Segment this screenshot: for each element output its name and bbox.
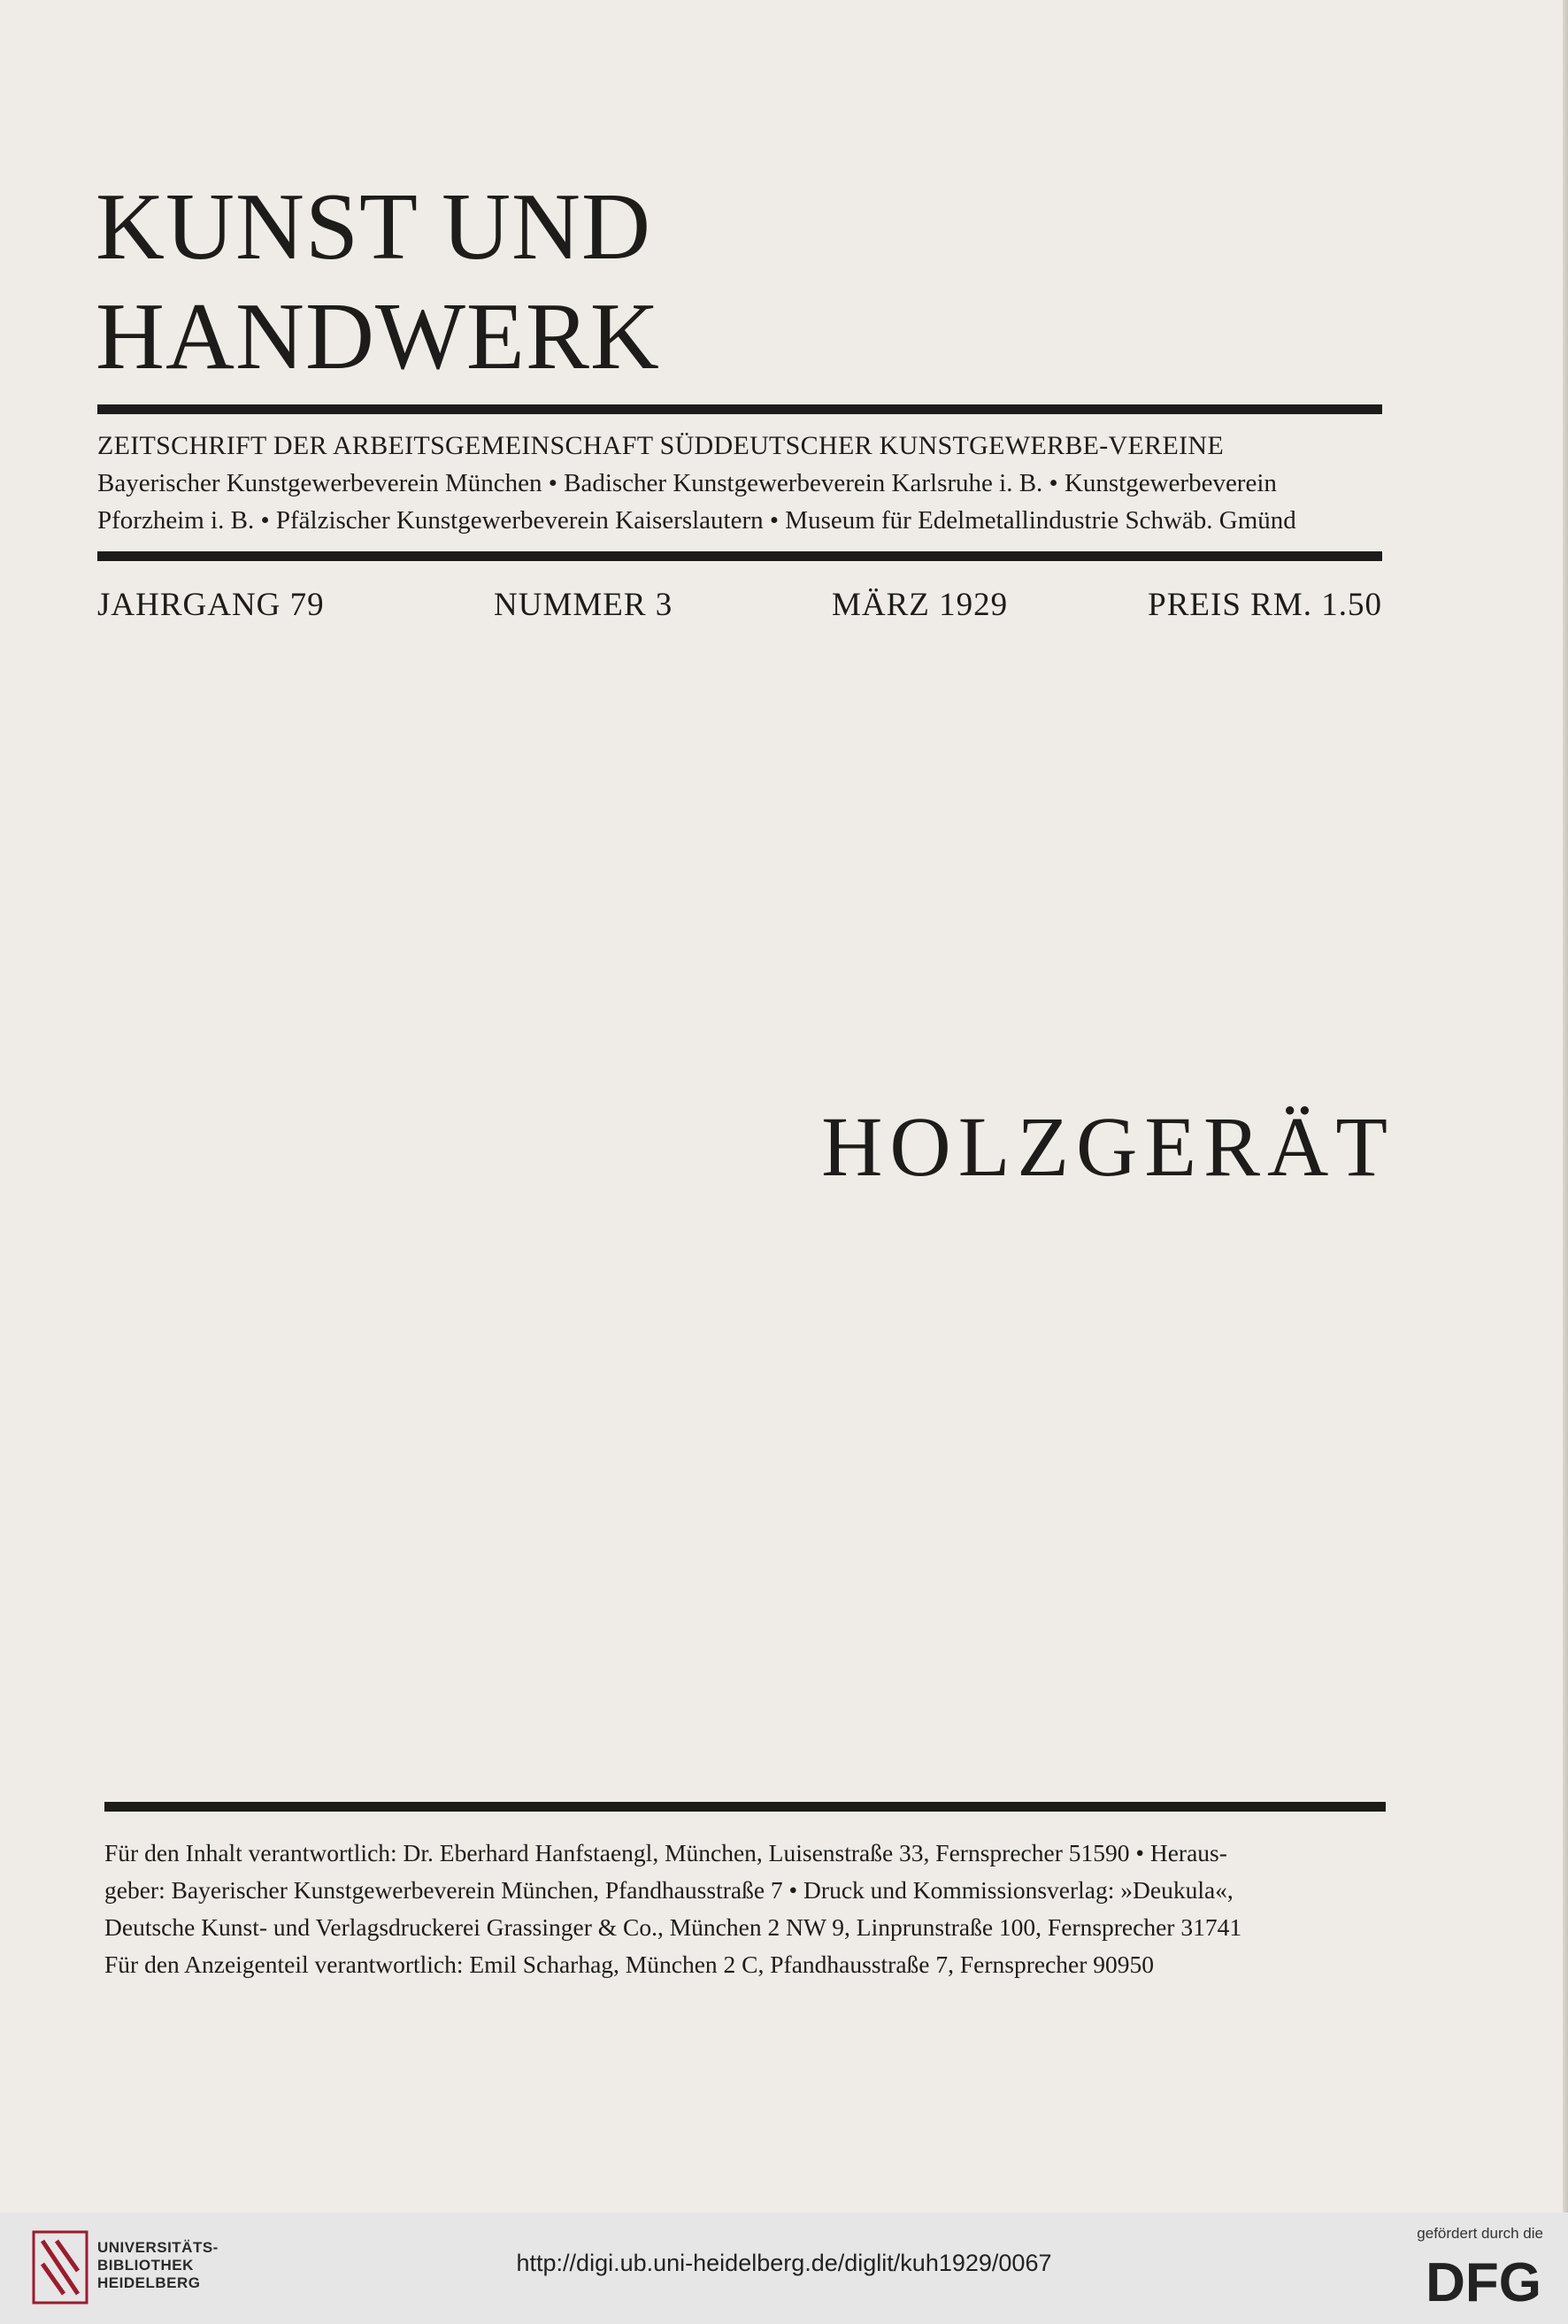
associations-line-2: Pforzheim i. B. • Pfälzischer Kunstgewerbeverein Kaiserslautern • Museum für Edelmetallindustrie Schwäb. Gmünd bbox=[97, 506, 1296, 535]
dfg-logo-text: DFG bbox=[1426, 2252, 1541, 2308]
imprint-line-2: geber: Bayerischer Kunstgewerbeverein München, Pfandhausstraße 7 • Druck und Kommissionsverlag: »Deukula«, bbox=[104, 1876, 1234, 1904]
middle-rule bbox=[97, 551, 1382, 561]
price-label: PREIS RM. 1.50 bbox=[1148, 587, 1382, 623]
title-line-1: KUNST UND bbox=[96, 174, 652, 280]
top-rule bbox=[97, 404, 1382, 414]
imprint-line-3: Deutsche Kunst- und Verlagsdruckerei Grassinger & Co., München 2 NW 9, Linprunstraße 100, Fernsprecher 31741 bbox=[104, 1913, 1242, 1941]
digital-library-footer bbox=[0, 2212, 1568, 2324]
library-name-line-2: BIBLIOTHEK bbox=[97, 2257, 194, 2274]
library-name-line-1: UNIVERSITÄTS- bbox=[97, 2239, 219, 2256]
library-name-line-3: HEIDELBERG bbox=[97, 2274, 201, 2291]
imprint-block bbox=[104, 1835, 1386, 1983]
volume-label: JAHRGANG 79 bbox=[97, 587, 325, 623]
imprint-line-4: Für den Anzeigenteil verantwortlich: Emil Scharhag, München 2 C, Pfandhausstraße 7, Fernsprecher 90950 bbox=[104, 1951, 1155, 1978]
dfg-logo-icon bbox=[1393, 2251, 1543, 2308]
issue-date-label: MÄRZ 1929 bbox=[832, 587, 1009, 623]
issue-theme-title: HOLZGERÄT bbox=[821, 1099, 1395, 1194]
permalink-url[interactable]: http://digi.ub.uni-heidelberg.de/diglit/kuh1929/0067 bbox=[516, 2250, 1052, 2276]
page-edge bbox=[1563, 0, 1568, 2212]
associations-line-1: Bayerischer Kunstgewerbeverein München • Badischer Kunstgewerbeverein Karlsruhe i. B. • Kunstgewerbeverein bbox=[97, 469, 1277, 497]
bottom-rule bbox=[104, 1802, 1386, 1812]
title-line-2: HANDWERK bbox=[96, 284, 660, 389]
issue-number-label: NUMMER 3 bbox=[494, 587, 673, 623]
imprint-line-1: Für den Inhalt verantwortlich: Dr. Eberhard Hanfstaengl, München, Luisenstraße 33, Fernsprecher 51590 • Heraus- bbox=[104, 1839, 1227, 1866]
magazine-title bbox=[96, 173, 660, 392]
issue-info-row bbox=[97, 586, 1382, 630]
magazine-subtitle: ZEITSCHRIFT DER ARBEITSGEMEINSCHAFT SÜDDEUTSCHER KUNSTGEWERBE-VEREINE bbox=[97, 431, 1224, 460]
funded-by-label: gefördert durch die bbox=[1417, 2225, 1543, 2242]
